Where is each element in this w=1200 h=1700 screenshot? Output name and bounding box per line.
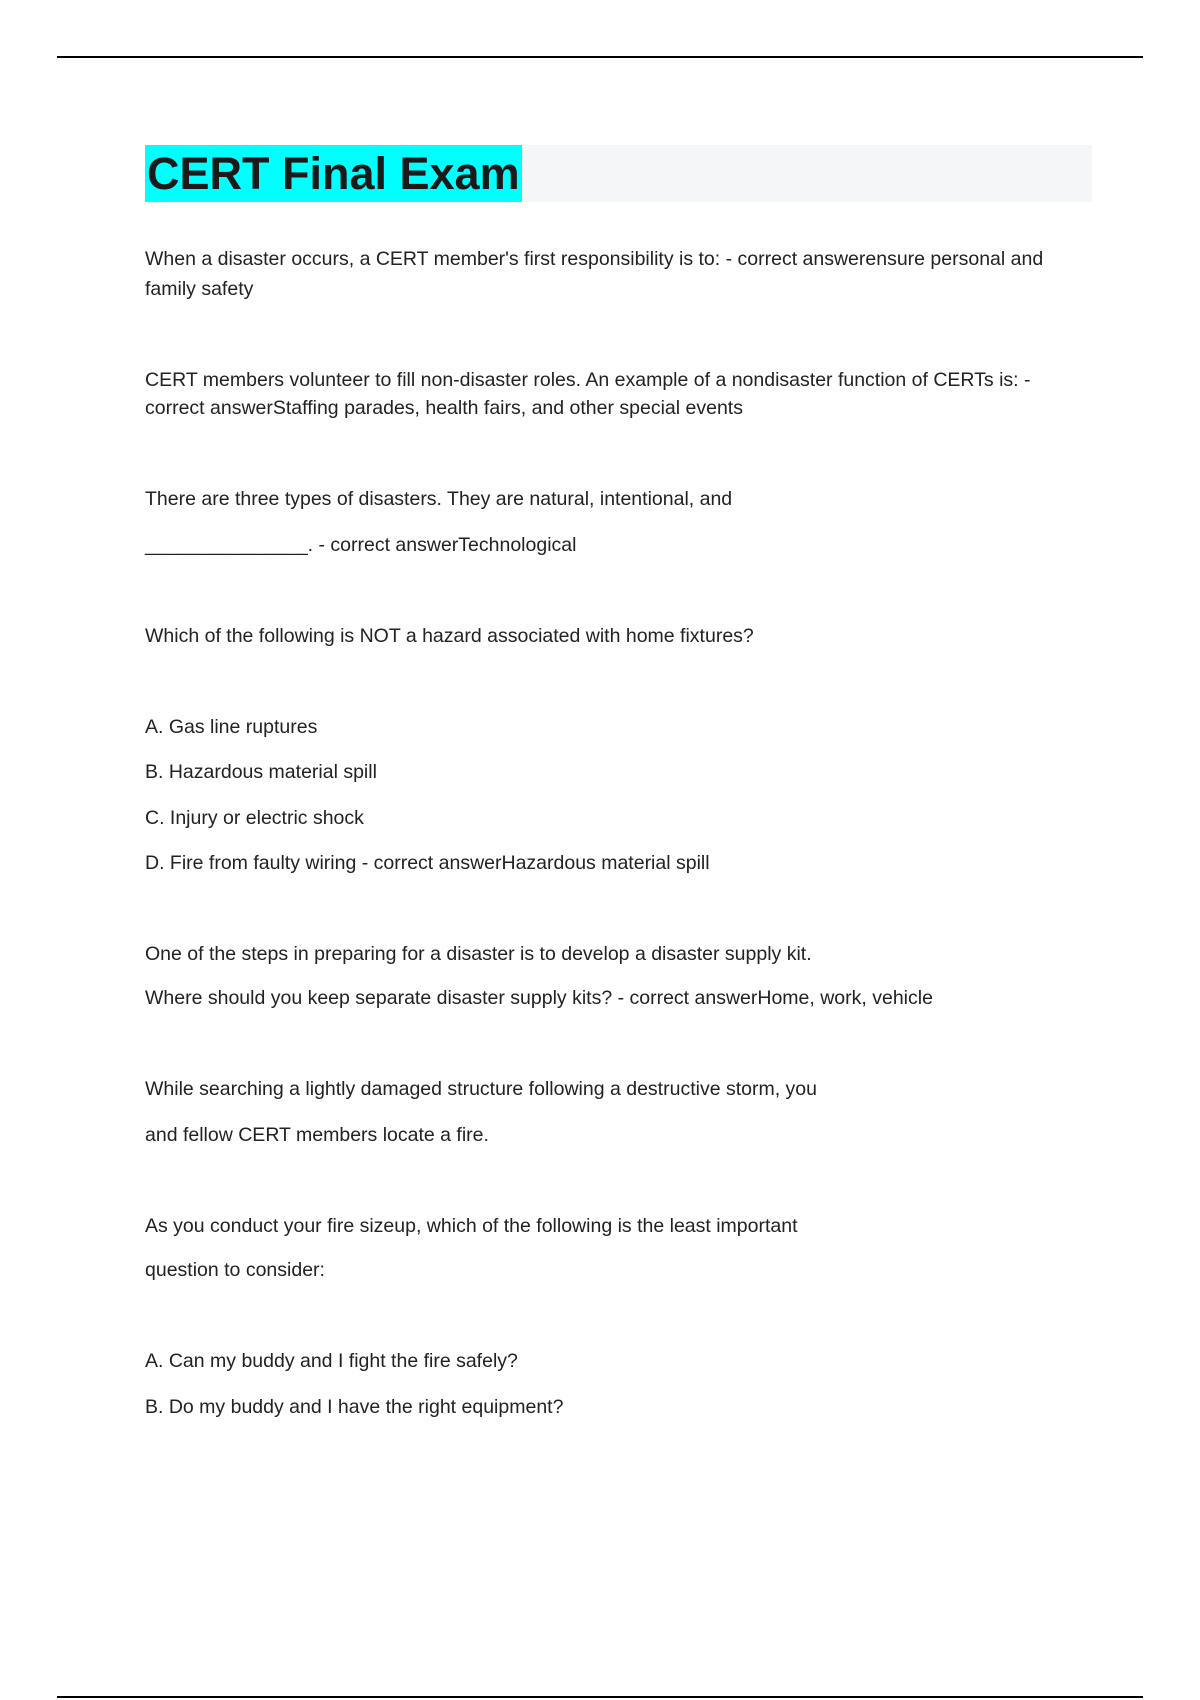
text-line: question to consider: <box>145 1259 325 1281</box>
text-line: There are three types of disasters. They are natural, intentional, and <box>145 488 733 510</box>
text-line: One of the steps in preparing for a disaster is to develop a disaster supply kit. <box>145 943 812 965</box>
top-rule <box>57 56 1143 58</box>
text-line: B. Hazardous material spill <box>145 761 377 783</box>
text-line: Where should you keep separate disaster supply kits? - correct answerHome, work, vehicle <box>145 987 933 1009</box>
text-line: A. Can my buddy and I fight the fire safely? <box>145 1350 518 1372</box>
text-line: C. Injury or electric shock <box>145 807 364 829</box>
text-line: family safety <box>145 278 254 300</box>
document-title: CERT Final Exam <box>145 145 522 202</box>
text-line: D. Fire from faulty wiring - correct answerHazardous material spill <box>145 852 710 874</box>
text-line: correct answerStaffing parades, health fairs, and other special events <box>145 397 743 419</box>
bottom-rule <box>57 1696 1143 1698</box>
text-line: B. Do my buddy and I have the right equipment? <box>145 1396 564 1418</box>
text-line: When a disaster occurs, a CERT member's first responsibility is to: - correct answerensure personal and <box>145 248 1044 270</box>
text-line: As you conduct your fire sizeup, which of the following is the least important <box>145 1215 798 1237</box>
text-line: A. Gas line ruptures <box>145 716 318 738</box>
text-line: Which of the following is NOT a hazard associated with home fixtures? <box>145 625 754 647</box>
text-line: CERT members volunteer to fill non-disaster roles. An example of a nondisaster function of CERTs is: - <box>145 369 1031 391</box>
text-line: While searching a lightly damaged structure following a destructive storm, you <box>145 1078 817 1100</box>
text-line: _______________. - correct answerTechnological <box>145 534 577 556</box>
text-line: and fellow CERT members locate a fire. <box>145 1124 489 1146</box>
